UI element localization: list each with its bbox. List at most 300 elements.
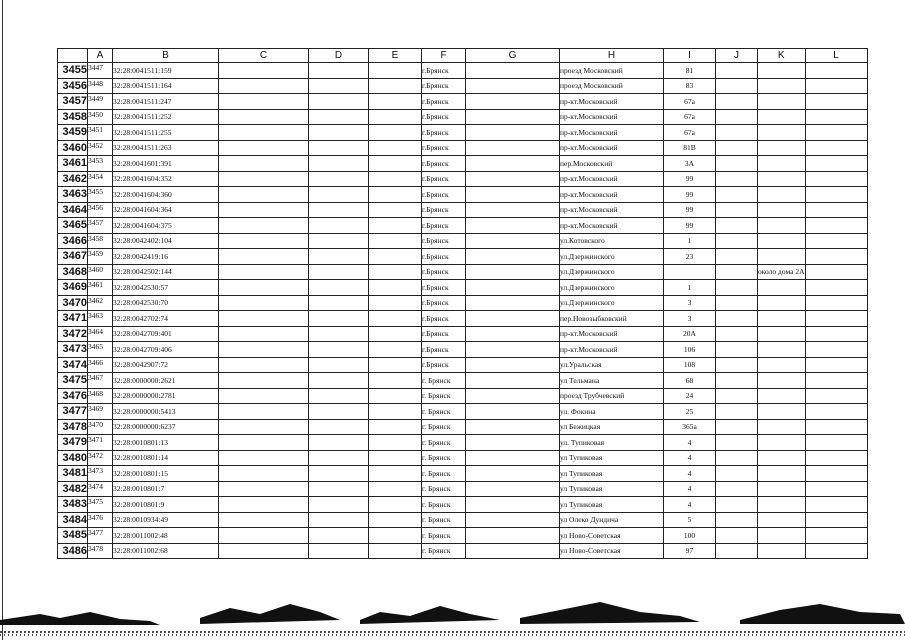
- cell-g[interactable]: [466, 357, 560, 373]
- cell-f[interactable]: г. Брянск: [422, 528, 466, 544]
- cell-e[interactable]: [369, 481, 422, 497]
- cell-j[interactable]: [716, 528, 758, 544]
- cell-c[interactable]: [219, 311, 309, 327]
- cell-b[interactable]: 32:28:0041511:159: [113, 63, 219, 79]
- cell-f[interactable]: г. Брянск: [422, 404, 466, 420]
- cell-g[interactable]: [466, 156, 560, 172]
- cell-d[interactable]: [309, 419, 369, 435]
- cell-b[interactable]: 32:28:0010801:14: [113, 450, 219, 466]
- cell-j[interactable]: [716, 156, 758, 172]
- cell-j[interactable]: [716, 388, 758, 404]
- cell-k[interactable]: [758, 125, 806, 141]
- cell-e[interactable]: [369, 125, 422, 141]
- cell-c[interactable]: [219, 94, 309, 110]
- cell-a[interactable]: 3476: [88, 512, 113, 528]
- cell-f[interactable]: г.Брянск: [422, 125, 466, 141]
- cell-f[interactable]: г.Брянск: [422, 295, 466, 311]
- cell-e[interactable]: [369, 435, 422, 451]
- cell-l[interactable]: [805, 481, 867, 497]
- cell-k[interactable]: [758, 94, 806, 110]
- cell-j[interactable]: [716, 295, 758, 311]
- cell-a[interactable]: 3451: [88, 125, 113, 141]
- cell-b[interactable]: 32:28:0041511:164: [113, 78, 219, 94]
- cell-d[interactable]: [309, 497, 369, 513]
- cell-k[interactable]: [758, 481, 806, 497]
- cell-a[interactable]: 3462: [88, 295, 113, 311]
- cell-e[interactable]: [369, 78, 422, 94]
- cell-f[interactable]: г. Брянск: [422, 373, 466, 389]
- cell-b[interactable]: 32:28:0042530:70: [113, 295, 219, 311]
- column-header-d[interactable]: D: [309, 49, 369, 63]
- cell-e[interactable]: [369, 187, 422, 203]
- cell-f[interactable]: г. Брянск: [422, 450, 466, 466]
- cell-c[interactable]: [219, 450, 309, 466]
- cell-f[interactable]: г.Брянск: [422, 264, 466, 280]
- cell-j[interactable]: [716, 512, 758, 528]
- cell-j[interactable]: [716, 435, 758, 451]
- cell-c[interactable]: [219, 528, 309, 544]
- cell-f[interactable]: г.Брянск: [422, 140, 466, 156]
- cell-k[interactable]: [758, 497, 806, 513]
- cell-d[interactable]: [309, 63, 369, 79]
- cell-k[interactable]: [758, 404, 806, 420]
- cell-h[interactable]: пр-кт.Московский: [560, 140, 664, 156]
- cell-j[interactable]: [716, 481, 758, 497]
- cell-g[interactable]: [466, 497, 560, 513]
- cell-f[interactable]: г. Брянск: [422, 419, 466, 435]
- cell-b[interactable]: 32:28:0042419:16: [113, 249, 219, 265]
- cell-c[interactable]: [219, 419, 309, 435]
- cell-c[interactable]: [219, 342, 309, 358]
- cell-k[interactable]: [758, 543, 806, 559]
- cell-f[interactable]: г.Брянск: [422, 311, 466, 327]
- cell-g[interactable]: [466, 249, 560, 265]
- cell-a[interactable]: 3453: [88, 156, 113, 172]
- cell-i[interactable]: [664, 264, 716, 280]
- cell-i[interactable]: 24: [664, 388, 716, 404]
- cell-i[interactable]: 68: [664, 373, 716, 389]
- cell-k[interactable]: [758, 357, 806, 373]
- cell-c[interactable]: [219, 187, 309, 203]
- cell-f[interactable]: г. Брянск: [422, 497, 466, 513]
- cell-c[interactable]: [219, 280, 309, 296]
- cell-j[interactable]: [716, 326, 758, 342]
- cell-d[interactable]: [309, 187, 369, 203]
- cell-a[interactable]: 3464: [88, 326, 113, 342]
- cell-d[interactable]: [309, 481, 369, 497]
- cell-d[interactable]: [309, 264, 369, 280]
- cell-k[interactable]: [758, 311, 806, 327]
- cell-e[interactable]: [369, 543, 422, 559]
- cell-g[interactable]: [466, 202, 560, 218]
- cell-e[interactable]: [369, 466, 422, 482]
- cell-f[interactable]: г.Брянск: [422, 218, 466, 234]
- cell-g[interactable]: [466, 543, 560, 559]
- cell-e[interactable]: [369, 233, 422, 249]
- cell-k[interactable]: [758, 233, 806, 249]
- cell-e[interactable]: [369, 373, 422, 389]
- cell-j[interactable]: [716, 497, 758, 513]
- cell-f[interactable]: г.Брянск: [422, 326, 466, 342]
- cell-f[interactable]: г.Брянск: [422, 280, 466, 296]
- cell-d[interactable]: [309, 543, 369, 559]
- cell-g[interactable]: [466, 140, 560, 156]
- cell-e[interactable]: [369, 202, 422, 218]
- cell-j[interactable]: [716, 404, 758, 420]
- cell-i[interactable]: 81В: [664, 140, 716, 156]
- cell-c[interactable]: [219, 78, 309, 94]
- cell-e[interactable]: [369, 264, 422, 280]
- cell-a[interactable]: 3460: [88, 264, 113, 280]
- cell-e[interactable]: [369, 280, 422, 296]
- cell-c[interactable]: [219, 326, 309, 342]
- cell-h[interactable]: ул.Дзержинского: [560, 264, 664, 280]
- cell-d[interactable]: [309, 466, 369, 482]
- cell-c[interactable]: [219, 218, 309, 234]
- column-header-l[interactable]: L: [805, 49, 867, 63]
- cell-e[interactable]: [369, 171, 422, 187]
- cell-e[interactable]: [369, 357, 422, 373]
- cell-a[interactable]: 3449: [88, 94, 113, 110]
- cell-k[interactable]: около дома 2А: [758, 264, 806, 280]
- cell-g[interactable]: [466, 404, 560, 420]
- cell-e[interactable]: [369, 295, 422, 311]
- cell-j[interactable]: [716, 233, 758, 249]
- cell-j[interactable]: [716, 357, 758, 373]
- cell-i[interactable]: 3: [664, 311, 716, 327]
- cell-e[interactable]: [369, 528, 422, 544]
- cell-e[interactable]: [369, 404, 422, 420]
- cell-a[interactable]: 3477: [88, 528, 113, 544]
- cell-g[interactable]: [466, 295, 560, 311]
- cell-f[interactable]: г.Брянск: [422, 187, 466, 203]
- cell-g[interactable]: [466, 94, 560, 110]
- cell-l[interactable]: [805, 171, 867, 187]
- cell-a[interactable]: 3468: [88, 388, 113, 404]
- cell-d[interactable]: [309, 78, 369, 94]
- cell-c[interactable]: [219, 63, 309, 79]
- cell-c[interactable]: [219, 543, 309, 559]
- cell-i[interactable]: 108: [664, 357, 716, 373]
- cell-c[interactable]: [219, 264, 309, 280]
- cell-c[interactable]: [219, 357, 309, 373]
- cell-h[interactable]: ул Бежицкая: [560, 419, 664, 435]
- cell-j[interactable]: [716, 311, 758, 327]
- cell-d[interactable]: [309, 202, 369, 218]
- cell-f[interactable]: г.Брянск: [422, 78, 466, 94]
- cell-e[interactable]: [369, 109, 422, 125]
- cell-a[interactable]: 3471: [88, 435, 113, 451]
- cell-i[interactable]: 67а: [664, 109, 716, 125]
- cell-i[interactable]: 4: [664, 466, 716, 482]
- cell-i[interactable]: 99: [664, 218, 716, 234]
- cell-h[interactable]: ул.Дзержинского: [560, 280, 664, 296]
- column-header-b[interactable]: B: [113, 49, 219, 63]
- column-header-i[interactable]: I: [664, 49, 716, 63]
- cell-f[interactable]: г.Брянск: [422, 233, 466, 249]
- cell-k[interactable]: [758, 466, 806, 482]
- cell-l[interactable]: [805, 357, 867, 373]
- cell-d[interactable]: [309, 295, 369, 311]
- column-header-k[interactable]: K: [758, 49, 806, 63]
- cell-d[interactable]: [309, 109, 369, 125]
- cell-a[interactable]: 3452: [88, 140, 113, 156]
- cell-j[interactable]: [716, 109, 758, 125]
- cell-b[interactable]: 32:28:0011002:48: [113, 528, 219, 544]
- cell-j[interactable]: [716, 187, 758, 203]
- cell-h[interactable]: пер.Московский: [560, 156, 664, 172]
- cell-f[interactable]: г. Брянск: [422, 481, 466, 497]
- cell-i[interactable]: 97: [664, 543, 716, 559]
- cell-j[interactable]: [716, 373, 758, 389]
- cell-h[interactable]: пр-кт.Московский: [560, 94, 664, 110]
- cell-h[interactable]: ул Олеко Дундича: [560, 512, 664, 528]
- cell-l[interactable]: [805, 466, 867, 482]
- cell-e[interactable]: [369, 63, 422, 79]
- cell-b[interactable]: 32:28:0041511:247: [113, 94, 219, 110]
- cell-k[interactable]: [758, 171, 806, 187]
- cell-k[interactable]: [758, 202, 806, 218]
- cell-a[interactable]: 3474: [88, 481, 113, 497]
- cell-g[interactable]: [466, 218, 560, 234]
- cell-b[interactable]: 32:28:0042907:72: [113, 357, 219, 373]
- cell-i[interactable]: 1: [664, 233, 716, 249]
- column-header-f[interactable]: F: [422, 49, 466, 63]
- cell-j[interactable]: [716, 450, 758, 466]
- cell-e[interactable]: [369, 388, 422, 404]
- cell-d[interactable]: [309, 326, 369, 342]
- cell-g[interactable]: [466, 435, 560, 451]
- cell-a[interactable]: 3463: [88, 311, 113, 327]
- cell-f[interactable]: г.Брянск: [422, 342, 466, 358]
- cell-h[interactable]: пр-кт.Московский: [560, 171, 664, 187]
- cell-i[interactable]: 25: [664, 404, 716, 420]
- cell-h[interactable]: ул Тупиковая: [560, 466, 664, 482]
- cell-d[interactable]: [309, 357, 369, 373]
- cell-b[interactable]: 32:28:0042709:406: [113, 342, 219, 358]
- cell-j[interactable]: [716, 342, 758, 358]
- cell-h[interactable]: ул Тупиковая: [560, 450, 664, 466]
- cell-k[interactable]: [758, 140, 806, 156]
- cell-d[interactable]: [309, 125, 369, 141]
- cell-l[interactable]: [805, 264, 867, 280]
- cell-d[interactable]: [309, 94, 369, 110]
- cell-a[interactable]: 3461: [88, 280, 113, 296]
- cell-c[interactable]: [219, 435, 309, 451]
- cell-j[interactable]: [716, 419, 758, 435]
- cell-a[interactable]: 3456: [88, 202, 113, 218]
- cell-g[interactable]: [466, 342, 560, 358]
- cell-i[interactable]: 5: [664, 512, 716, 528]
- cell-d[interactable]: [309, 156, 369, 172]
- cell-j[interactable]: [716, 78, 758, 94]
- cell-l[interactable]: [805, 280, 867, 296]
- cell-h[interactable]: ул.Дзержинского: [560, 249, 664, 265]
- column-header-e[interactable]: E: [369, 49, 422, 63]
- cell-j[interactable]: [716, 249, 758, 265]
- cell-i[interactable]: 100: [664, 528, 716, 544]
- cell-k[interactable]: [758, 295, 806, 311]
- cell-g[interactable]: [466, 450, 560, 466]
- cell-a[interactable]: 3478: [88, 543, 113, 559]
- cell-b[interactable]: 32:28:0010801:7: [113, 481, 219, 497]
- cell-f[interactable]: г.Брянск: [422, 171, 466, 187]
- cell-k[interactable]: [758, 156, 806, 172]
- cell-d[interactable]: [309, 435, 369, 451]
- cell-d[interactable]: [309, 311, 369, 327]
- cell-d[interactable]: [309, 171, 369, 187]
- column-header-a[interactable]: A: [88, 49, 113, 63]
- cell-l[interactable]: [805, 311, 867, 327]
- cell-k[interactable]: [758, 280, 806, 296]
- cell-l[interactable]: [805, 187, 867, 203]
- cell-f[interactable]: г. Брянск: [422, 388, 466, 404]
- cell-k[interactable]: [758, 326, 806, 342]
- cell-k[interactable]: [758, 419, 806, 435]
- cell-d[interactable]: [309, 280, 369, 296]
- cell-d[interactable]: [309, 342, 369, 358]
- cell-i[interactable]: 99: [664, 171, 716, 187]
- cell-h[interactable]: ул.Дзержинского: [560, 295, 664, 311]
- cell-i[interactable]: 365а: [664, 419, 716, 435]
- cell-g[interactable]: [466, 63, 560, 79]
- cell-l[interactable]: [805, 404, 867, 420]
- cell-d[interactable]: [309, 373, 369, 389]
- cell-h[interactable]: пр-кт.Московский: [560, 326, 664, 342]
- cell-b[interactable]: 32:28:0042530:57: [113, 280, 219, 296]
- cell-l[interactable]: [805, 528, 867, 544]
- cell-b[interactable]: 32:28:0041511:252: [113, 109, 219, 125]
- cell-a[interactable]: 3448: [88, 78, 113, 94]
- cell-f[interactable]: г.Брянск: [422, 202, 466, 218]
- cell-b[interactable]: 32:28:0011002:68: [113, 543, 219, 559]
- column-header-corner[interactable]: [58, 49, 88, 63]
- cell-j[interactable]: [716, 140, 758, 156]
- cell-e[interactable]: [369, 450, 422, 466]
- cell-c[interactable]: [219, 295, 309, 311]
- cell-i[interactable]: 20А: [664, 326, 716, 342]
- cell-b[interactable]: 32:28:0042502:144: [113, 264, 219, 280]
- cell-c[interactable]: [219, 125, 309, 141]
- cell-b[interactable]: 32:28:0042702:74: [113, 311, 219, 327]
- cell-g[interactable]: [466, 326, 560, 342]
- cell-a[interactable]: 3467: [88, 373, 113, 389]
- cell-l[interactable]: [805, 373, 867, 389]
- cell-g[interactable]: [466, 233, 560, 249]
- cell-l[interactable]: [805, 419, 867, 435]
- cell-l[interactable]: [805, 78, 867, 94]
- cell-h[interactable]: ул Тупиковая: [560, 497, 664, 513]
- cell-h[interactable]: ул Ново-Советская: [560, 528, 664, 544]
- cell-j[interactable]: [716, 264, 758, 280]
- cell-i[interactable]: 3: [664, 295, 716, 311]
- cell-i[interactable]: 4: [664, 481, 716, 497]
- cell-g[interactable]: [466, 466, 560, 482]
- cell-a[interactable]: 3447: [88, 63, 113, 79]
- cell-d[interactable]: [309, 528, 369, 544]
- cell-c[interactable]: [219, 512, 309, 528]
- cell-a[interactable]: 3470: [88, 419, 113, 435]
- cell-l[interactable]: [805, 249, 867, 265]
- cell-f[interactable]: г.Брянск: [422, 357, 466, 373]
- cell-j[interactable]: [716, 171, 758, 187]
- cell-l[interactable]: [805, 450, 867, 466]
- cell-a[interactable]: 3455: [88, 187, 113, 203]
- cell-d[interactable]: [309, 233, 369, 249]
- cell-b[interactable]: 32:28:0041601:391: [113, 156, 219, 172]
- cell-g[interactable]: [466, 388, 560, 404]
- cell-i[interactable]: 4: [664, 435, 716, 451]
- column-header-j[interactable]: J: [716, 49, 758, 63]
- cell-b[interactable]: 32:28:0010801:13: [113, 435, 219, 451]
- cell-a[interactable]: 3472: [88, 450, 113, 466]
- cell-l[interactable]: [805, 326, 867, 342]
- cell-i[interactable]: 99: [664, 202, 716, 218]
- cell-l[interactable]: [805, 109, 867, 125]
- cell-b[interactable]: 32:28:0041604:364: [113, 202, 219, 218]
- cell-f[interactable]: г.Брянск: [422, 63, 466, 79]
- cell-c[interactable]: [219, 481, 309, 497]
- cell-l[interactable]: [805, 140, 867, 156]
- cell-a[interactable]: 3458: [88, 233, 113, 249]
- cell-l[interactable]: [805, 543, 867, 559]
- cell-h[interactable]: проезд Трубчевский: [560, 388, 664, 404]
- cell-b[interactable]: 32:28:0042709:401: [113, 326, 219, 342]
- cell-h[interactable]: пр-кт.Московский: [560, 202, 664, 218]
- cell-d[interactable]: [309, 450, 369, 466]
- cell-l[interactable]: [805, 125, 867, 141]
- cell-b[interactable]: 32:28:0000000:2621: [113, 373, 219, 389]
- cell-d[interactable]: [309, 140, 369, 156]
- cell-k[interactable]: [758, 342, 806, 358]
- cell-h[interactable]: пр-кт.Московский: [560, 187, 664, 203]
- cell-d[interactable]: [309, 404, 369, 420]
- cell-f[interactable]: г. Брянск: [422, 512, 466, 528]
- cell-l[interactable]: [805, 202, 867, 218]
- cell-g[interactable]: [466, 171, 560, 187]
- cell-l[interactable]: [805, 342, 867, 358]
- cell-h[interactable]: пер.Новозыбковский: [560, 311, 664, 327]
- cell-k[interactable]: [758, 450, 806, 466]
- cell-a[interactable]: 3475: [88, 497, 113, 513]
- cell-d[interactable]: [309, 388, 369, 404]
- cell-c[interactable]: [219, 249, 309, 265]
- cell-k[interactable]: [758, 109, 806, 125]
- cell-f[interactable]: г.Брянск: [422, 94, 466, 110]
- cell-c[interactable]: [219, 156, 309, 172]
- cell-a[interactable]: 3473: [88, 466, 113, 482]
- cell-e[interactable]: [369, 512, 422, 528]
- cell-a[interactable]: 3450: [88, 109, 113, 125]
- cell-g[interactable]: [466, 373, 560, 389]
- cell-e[interactable]: [369, 342, 422, 358]
- cell-f[interactable]: г. Брянск: [422, 435, 466, 451]
- cell-k[interactable]: [758, 528, 806, 544]
- cell-d[interactable]: [309, 249, 369, 265]
- cell-b[interactable]: 32:28:0041511:263: [113, 140, 219, 156]
- cell-i[interactable]: 1: [664, 280, 716, 296]
- cell-c[interactable]: [219, 466, 309, 482]
- cell-e[interactable]: [369, 140, 422, 156]
- cell-l[interactable]: [805, 156, 867, 172]
- cell-g[interactable]: [466, 264, 560, 280]
- cell-h[interactable]: ул Ново-Советская: [560, 543, 664, 559]
- cell-a[interactable]: 3465: [88, 342, 113, 358]
- cell-h[interactable]: пр-кт.Московский: [560, 125, 664, 141]
- cell-b[interactable]: 32:28:0042402:104: [113, 233, 219, 249]
- cell-b[interactable]: 32:28:0041511:255: [113, 125, 219, 141]
- cell-c[interactable]: [219, 171, 309, 187]
